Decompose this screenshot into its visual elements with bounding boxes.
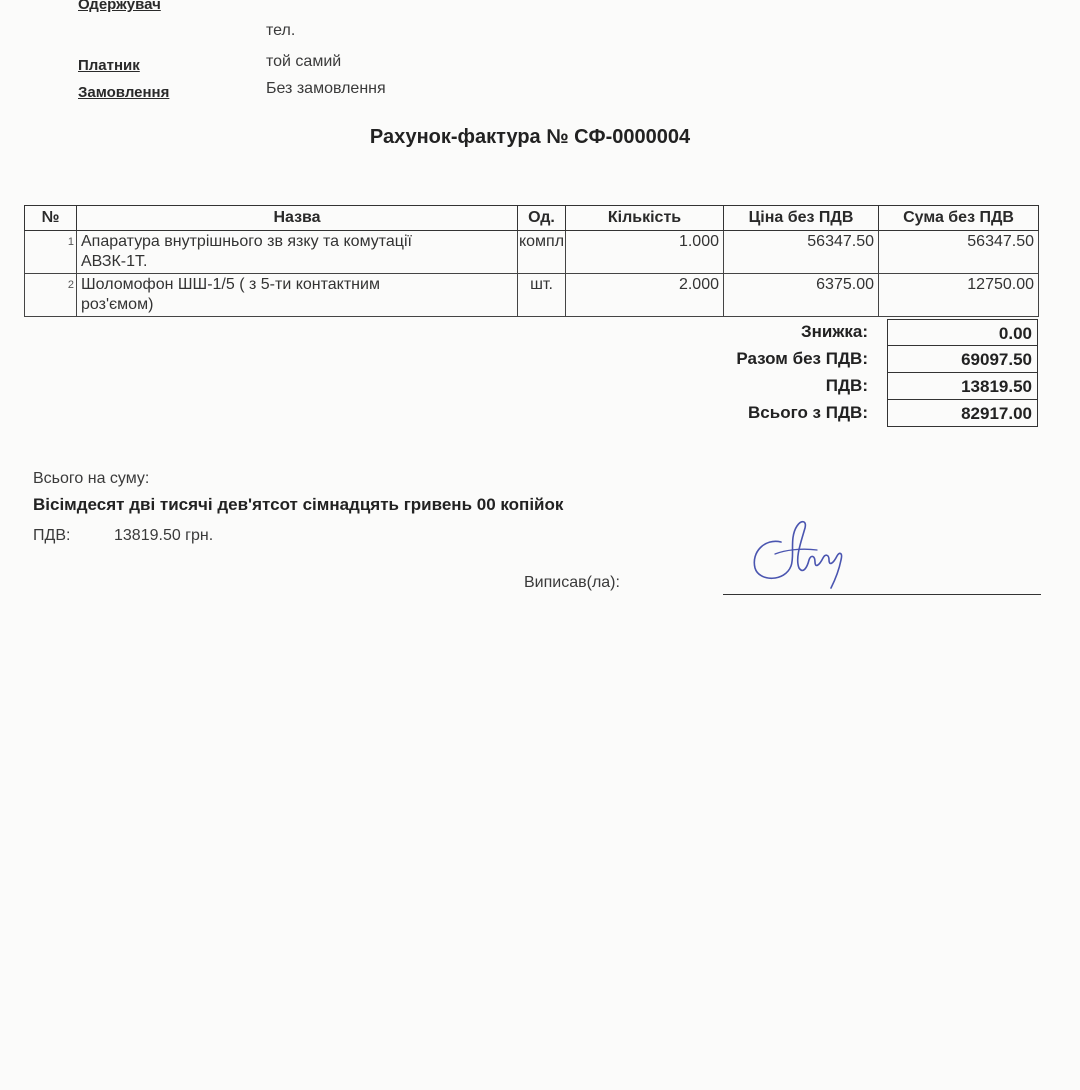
row-unit: компл: [518, 231, 566, 274]
row-sum: 56347.50: [879, 231, 1039, 274]
row-quantity: 1.000: [566, 231, 724, 274]
sum-in-words: Вісімдесят дві тисячі дев'ятсот сімнадцять гривень 00 копійок: [33, 495, 564, 514]
vat-label: ПДВ:: [825, 376, 868, 395]
table-row: [25, 231, 1039, 274]
vat-value: 13819.50: [887, 373, 1038, 400]
table-row: [25, 274, 1039, 317]
phone-label: тел.: [266, 22, 296, 39]
row-price: 6375.00: [724, 274, 879, 317]
discount-row: [600, 319, 1038, 348]
row-quantity: 2.000: [566, 274, 724, 317]
col-header-sum: Сума без ПДВ: [879, 206, 1039, 231]
row-price: 56347.50: [724, 231, 879, 274]
order-label: Замовлення: [78, 84, 170, 101]
signature-line: [723, 594, 1041, 595]
total-row: [600, 400, 1038, 429]
items-table: [24, 205, 1039, 317]
table-header-row: [25, 206, 1039, 231]
row-name-line1: Апаратура внутрішнього зв язку та комутації: [81, 233, 412, 250]
col-header-unit: Од.: [518, 206, 566, 231]
subtotal-label: Разом без ПДВ:: [736, 349, 868, 368]
row-unit: шт.: [518, 274, 566, 317]
row-number: 2: [25, 274, 77, 317]
discount-value: 0.00: [887, 319, 1038, 346]
issued-by-label: Виписав(ла):: [524, 574, 620, 591]
signature-icon: [745, 512, 855, 592]
vat-caption: ПДВ:: [33, 527, 71, 544]
payer-value: той самий: [266, 53, 342, 70]
sum-caption: Всього на суму:: [33, 470, 150, 487]
col-header-quantity: Кількість: [566, 206, 724, 231]
total-label: Всього з ПДВ:: [748, 403, 868, 422]
row-number: 1: [25, 231, 77, 274]
invoice-title: Рахунок-фактура № СФ-0000004: [369, 126, 691, 148]
vat-row: [600, 373, 1038, 402]
row-sum: 12750.00: [879, 274, 1039, 317]
col-header-number: №: [25, 206, 77, 231]
col-header-name: Назва: [77, 206, 518, 231]
payer-label: Платник: [78, 57, 140, 74]
row-name-line2: АВЗК-1Т.: [81, 253, 148, 270]
col-header-price: Ціна без ПДВ: [724, 206, 879, 231]
subtotal-value: 69097.50: [887, 346, 1038, 373]
row-name-line1: Шоломофон ШШ-1/5 ( з 5-ти контактним: [81, 276, 380, 293]
subtotal-row: [600, 346, 1038, 375]
vat-amount: 13819.50 грн.: [114, 527, 214, 544]
row-name: [77, 231, 518, 274]
row-name: [77, 274, 518, 317]
row-name-line2: роз'ємом): [81, 296, 154, 313]
discount-label: Знижка:: [800, 322, 868, 341]
recipient-label: Одержувач: [78, 0, 161, 13]
order-value: Без замовлення: [266, 80, 386, 97]
total-value: 82917.00: [887, 400, 1038, 427]
